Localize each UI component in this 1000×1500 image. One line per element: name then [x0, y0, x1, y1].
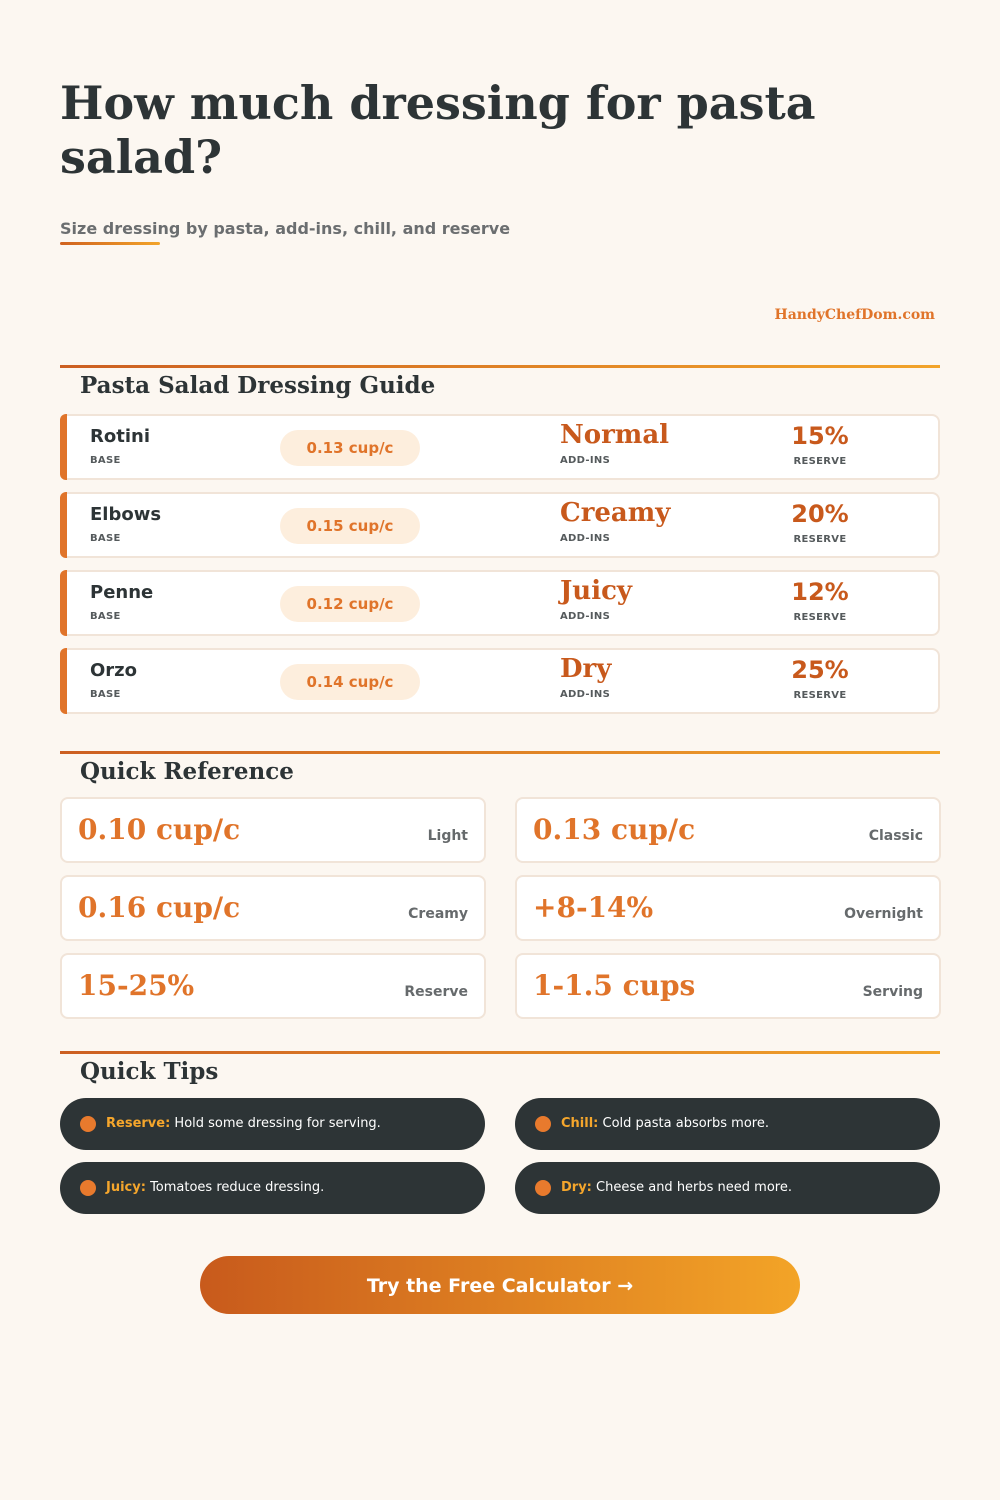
page-title: How much dressing for pasta salad?: [60, 76, 816, 184]
reference-label: Light: [427, 828, 468, 844]
reserve-label: RESERVE: [793, 612, 847, 623]
reference-card: [60, 953, 486, 1019]
reference-label: Classic: [868, 828, 923, 844]
row-accent: [60, 648, 67, 714]
addins-value: Normal: [560, 420, 670, 450]
reference-value: 0.13 cup/c: [533, 813, 696, 846]
pasta-name: Elbows: [90, 504, 162, 525]
rate-pill: 0.13 cup/c: [280, 430, 420, 466]
addins-value: Juicy: [560, 576, 633, 606]
row-accent: [60, 492, 67, 558]
tip-item: [60, 1098, 485, 1150]
reference-value: 1-1.5 cups: [533, 969, 696, 1002]
tip-key: Dry:: [561, 1180, 592, 1195]
reserve-value: 15%: [791, 422, 849, 450]
reserve-value: 20%: [791, 500, 849, 528]
subtitle-underline: [60, 242, 160, 245]
guide-row: [60, 570, 940, 636]
tip-item: [515, 1162, 940, 1214]
pasta-name: Penne: [90, 582, 154, 603]
addins-label: ADD-INS: [560, 533, 611, 544]
base-label: BASE: [90, 611, 121, 622]
guide-row: [60, 648, 940, 714]
reference-title: Quick Reference: [80, 758, 294, 785]
calculator-cta-button[interactable]: Try the Free Calculator →: [200, 1256, 800, 1314]
reference-value: 0.16 cup/c: [78, 891, 241, 924]
tip-key: Reserve:: [106, 1116, 171, 1131]
bullet-icon: [80, 1180, 96, 1196]
reserve-label: RESERVE: [793, 690, 847, 701]
tip-item: [515, 1098, 940, 1150]
tip-text: Tomatoes reduce dressing.: [145, 1180, 325, 1195]
reference-label: Creamy: [408, 906, 468, 922]
reference-value: 15-25%: [78, 969, 195, 1002]
tip-text: Cheese and herbs need more.: [591, 1180, 792, 1195]
row-accent: [60, 414, 67, 480]
section-divider: [60, 365, 940, 368]
bullet-icon: [535, 1116, 551, 1132]
addins-label: ADD-INS: [560, 689, 611, 700]
addins-label: ADD-INS: [560, 611, 611, 622]
rate-pill: 0.15 cup/c: [280, 508, 420, 544]
pasta-name: Orzo: [90, 660, 138, 681]
addins-value: Creamy: [560, 498, 671, 528]
reserve-label: RESERVE: [793, 456, 847, 467]
reference-value: +8-14%: [533, 891, 654, 924]
rate-pill: 0.14 cup/c: [280, 664, 420, 700]
reference-card: [515, 797, 941, 863]
reference-value: 0.10 cup/c: [78, 813, 241, 846]
reserve-value: 25%: [791, 656, 849, 684]
reference-card: [60, 797, 486, 863]
tip-item: [60, 1162, 485, 1214]
rate-pill: 0.12 cup/c: [280, 586, 420, 622]
base-label: BASE: [90, 455, 121, 466]
reference-card: [60, 875, 486, 941]
section-divider: [60, 751, 940, 754]
base-label: BASE: [90, 689, 121, 700]
brand-link[interactable]: HandyChefDom.com: [774, 307, 935, 323]
reference-label: Overnight: [844, 906, 923, 922]
tip-text: Hold some dressing for serving.: [170, 1116, 381, 1131]
pasta-name: Rotini: [90, 426, 150, 447]
guide-row: [60, 414, 940, 480]
reserve-label: RESERVE: [793, 534, 847, 545]
reference-label: Serving: [862, 984, 923, 1000]
tip-key: Juicy:: [106, 1180, 146, 1195]
reference-card: [515, 875, 941, 941]
guide-row: [60, 492, 940, 558]
row-accent: [60, 570, 67, 636]
section-divider: [60, 1051, 940, 1054]
bullet-icon: [80, 1116, 96, 1132]
reference-label: Reserve: [404, 984, 468, 1000]
base-label: BASE: [90, 533, 121, 544]
page-subtitle: Size dressing by pasta, add-ins, chill, and reserve: [60, 219, 511, 238]
reference-card: [515, 953, 941, 1019]
tips-title: Quick Tips: [80, 1058, 219, 1085]
addins-label: ADD-INS: [560, 455, 611, 466]
tip-text: Cold pasta absorbs more.: [598, 1116, 769, 1131]
guide-title: Pasta Salad Dressing Guide: [80, 372, 436, 399]
tip-key: Chill:: [561, 1116, 599, 1131]
bullet-icon: [535, 1180, 551, 1196]
reserve-value: 12%: [791, 578, 849, 606]
addins-value: Dry: [560, 654, 612, 684]
